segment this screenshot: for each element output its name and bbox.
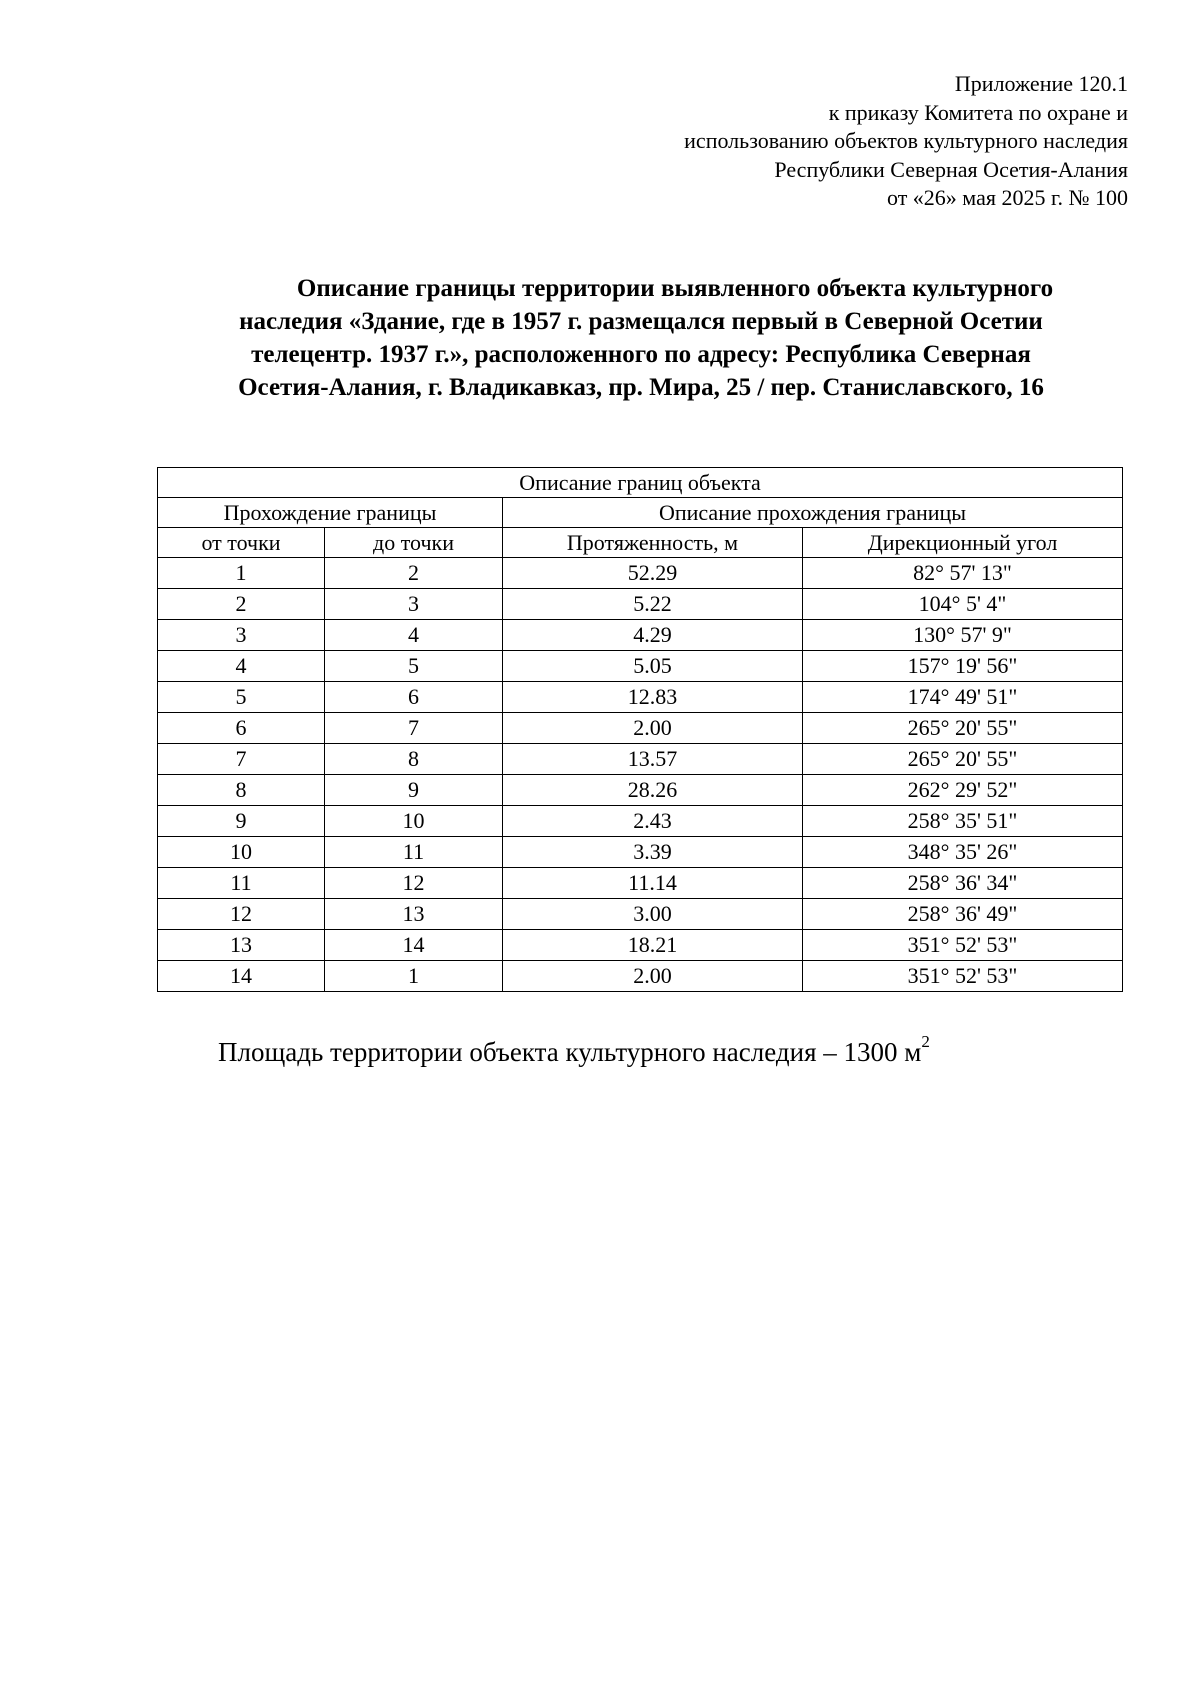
column-header-angle: Дирекционный угол [803,528,1123,558]
table-row [158,775,1123,806]
title-line: Осетия-Алания, г. Владикавказ, пр. Мира, 25 / пер. Станиславского, 16 [238,374,1044,401]
cell-length: 2.00 [503,713,803,744]
cell-angle: 348° 35' 26" [803,837,1123,868]
table-row [158,899,1123,930]
cell-length: 3.00 [503,899,803,930]
table-body [158,558,1123,992]
table-row [158,961,1123,992]
table-row [158,620,1123,651]
cell-to-point: 5 [325,651,503,682]
cell-from-point: 6 [158,713,325,744]
cell-angle: 157° 19' 56" [803,651,1123,682]
cell-from-point: 14 [158,961,325,992]
cell-length: 52.29 [503,558,803,589]
cell-angle: 265° 20' 55" [803,713,1123,744]
cell-to-point: 6 [325,682,503,713]
cell-from-point: 8 [158,775,325,806]
cell-angle: 258° 35' 51" [803,806,1123,837]
cell-from-point: 2 [158,589,325,620]
cell-from-point: 12 [158,899,325,930]
cell-length: 2.43 [503,806,803,837]
cell-angle: 265° 20' 55" [803,744,1123,775]
cell-length: 5.05 [503,651,803,682]
cell-to-point: 3 [325,589,503,620]
table-row [158,837,1123,868]
appendix-line: использованию объектов культурного наследия [684,128,1128,153]
cell-length: 13.57 [503,744,803,775]
cell-angle: 351° 52' 53" [803,930,1123,961]
cell-angle: 262° 29' 52" [803,775,1123,806]
cell-to-point: 1 [325,961,503,992]
cell-length: 2.00 [503,961,803,992]
cell-from-point: 3 [158,620,325,651]
cell-to-point: 8 [325,744,503,775]
cell-from-point: 4 [158,651,325,682]
area-text: Площадь территории объекта культурного наследия – 1300 м [218,1037,922,1067]
cell-to-point: 9 [325,775,503,806]
cell-from-point: 7 [158,744,325,775]
cell-length: 18.21 [503,930,803,961]
cell-to-point: 7 [325,713,503,744]
table-row [158,651,1123,682]
title-line: наследия «Здание, где в 1957 г. размещался первый в Северной Осетии [239,308,1043,335]
column-header-to: до точки [325,528,503,558]
cell-length: 28.26 [503,775,803,806]
appendix-line: к приказу Комитета по охране и [828,99,1128,125]
cell-to-point: 10 [325,806,503,837]
cell-from-point: 5 [158,682,325,713]
table-row [158,930,1123,961]
column-header-length: Протяженность, м [503,528,803,558]
group-header-passage: Прохождение границы [158,498,503,528]
boundary-table [157,467,1123,992]
cell-angle: 82° 57' 13" [803,558,1123,589]
cell-to-point: 12 [325,868,503,899]
table-row [158,868,1123,899]
cell-to-point: 4 [325,620,503,651]
table-row [158,589,1123,620]
appendix-line: Приложение 120.1 [954,71,1128,96]
cell-angle: 174° 49' 51" [803,682,1123,713]
cell-angle: 130° 57' 9" [803,620,1123,651]
group-header-description: Описание прохождения границы [503,498,1123,528]
cell-from-point: 11 [158,868,325,899]
area-unit-superscript: 2 [921,1032,930,1051]
column-header-from: от точки [158,528,325,558]
appendix-header [528,70,1128,213]
title-line: телецентр. 1937 г.», расположенного по адресу: Республика Северная [251,341,1031,368]
cell-length: 11.14 [503,868,803,899]
cell-from-point: 9 [158,806,325,837]
cell-to-point: 11 [325,837,503,868]
cell-from-point: 1 [158,558,325,589]
cell-from-point: 13 [158,930,325,961]
cell-angle: 351° 52' 53" [803,961,1123,992]
cell-angle: 104° 5' 4" [803,589,1123,620]
table-row [158,713,1123,744]
table-caption: Описание границ объекта [158,468,1123,498]
cell-to-point: 2 [325,558,503,589]
table-row [158,558,1123,589]
cell-angle: 258° 36' 49" [803,899,1123,930]
cell-to-point: 13 [325,899,503,930]
cell-length: 5.22 [503,589,803,620]
table-row [158,744,1123,775]
table-row [158,806,1123,837]
cell-from-point: 10 [158,837,325,868]
title-line: Описание границы территории выявленного объекта культурного [296,275,1054,302]
document-title [160,272,1122,404]
cell-length: 4.29 [503,620,803,651]
area-statement [218,1032,930,1068]
appendix-line: Республики Северная Осетия-Алания [774,156,1128,182]
cell-angle: 258° 36' 34" [803,868,1123,899]
cell-length: 3.39 [503,837,803,868]
appendix-line: от «26» мая 2025 г. № 100 [886,185,1128,210]
cell-length: 12.83 [503,682,803,713]
cell-to-point: 14 [325,930,503,961]
table-row [158,682,1123,713]
